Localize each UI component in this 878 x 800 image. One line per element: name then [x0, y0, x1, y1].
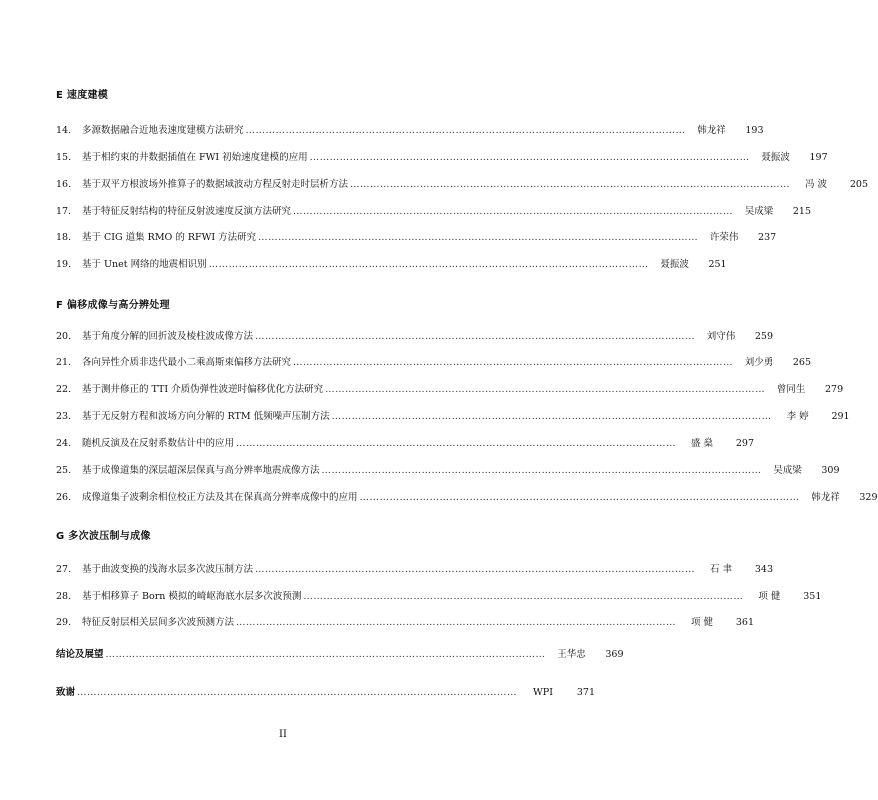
entry-number: 28. — [56, 591, 72, 602]
entry-page: 291 — [831, 411, 850, 422]
entry-title: 基于无反射方程和波场方向分解的 RTM 低频噪声压制方法 — [82, 411, 330, 422]
entry-page: 361 — [735, 617, 755, 628]
entry-number: 16. — [56, 179, 72, 190]
toc-entry — [56, 646, 624, 660]
entry-title: 成像道集子波剩余相位校正方法及其在保真高分辨率成像中的应用 — [82, 492, 358, 503]
entry-author: 聂振波 — [660, 259, 689, 270]
dot-leader: …………………………………………………………………………………………………………………… — [105, 649, 546, 660]
entry-author: 盛 燊 — [691, 438, 714, 449]
dot-leader: …………………………………………………………………………………………………………………… — [350, 179, 791, 190]
entry-page: 309 — [821, 465, 840, 476]
entry-author: 聂振波 — [761, 152, 790, 163]
dot-leader: …………………………………………………………………………………………………………………… — [77, 687, 518, 698]
entry-author: 项 健 — [758, 591, 781, 602]
entry-title: 多源数据融合近地表速度建模方法研究 — [82, 125, 244, 136]
entry-author: 石 聿 — [710, 564, 733, 575]
entry-page: 297 — [735, 438, 755, 449]
entry-number: 22. — [56, 384, 72, 395]
dot-leader: …………………………………………………………………………………………………………………… — [321, 465, 762, 476]
toc-entry — [56, 229, 777, 243]
entry-title: 基于相移算子 Born 模拟的崎岖海底水层多次波预测 — [82, 591, 302, 602]
section-heading: E 速度建模 — [56, 90, 109, 101]
entry-title: 基于角度分解的回折波及棱柱波成像方法 — [82, 331, 254, 342]
entry-number: 27. — [56, 564, 72, 575]
dot-leader: …………………………………………………………………………………………………………………… — [255, 331, 696, 342]
dot-leader: …………………………………………………………………………………………………………………… — [303, 591, 744, 602]
entry-author: 许荣伟 — [709, 232, 739, 243]
entry-title: 基于 CIG 道集 RMO 的 RFWI 方法研究 — [82, 232, 257, 243]
entry-author: 曾同生 — [776, 384, 806, 395]
entry-page: 259 — [754, 331, 774, 342]
dot-leader: …………………………………………………………………………………………………………………… — [236, 438, 677, 449]
entry-title: 致谢 — [56, 687, 76, 698]
toc-entry — [56, 149, 828, 163]
entry-number: 15. — [56, 152, 72, 163]
dot-leader: …………………………………………………………………………………………………………………… — [293, 206, 734, 217]
dot-leader: …………………………………………………………………………………………………………………… — [325, 384, 766, 395]
entry-page: 265 — [792, 357, 812, 368]
entry-page: 237 — [758, 232, 777, 243]
entry-author: 冯 波 — [805, 179, 828, 190]
entry-page: 329 — [859, 492, 878, 503]
entry-title: 基于双平方根波场外推算子的数据域波动方程反射走时层析方法 — [82, 179, 349, 190]
toc-entry — [56, 203, 812, 217]
entry-page: 371 — [576, 687, 596, 698]
entry-author: WPI — [533, 687, 553, 698]
entry-title: 基于特征反射结构的特征反射波速度反演方法研究 — [82, 206, 292, 217]
dot-leader: …………………………………………………………………………………………………………………… — [331, 411, 772, 422]
entry-number: 23. — [56, 411, 72, 422]
entry-number: 19. — [56, 259, 72, 270]
dot-leader: …………………………………………………………………………………………………………………… — [309, 152, 750, 163]
toc-entry — [56, 328, 774, 342]
toc-entry — [56, 684, 596, 698]
toc-entry — [56, 489, 878, 503]
entry-number: 21. — [56, 357, 72, 368]
section-heading: F 偏移成像与高分辨处理 — [56, 300, 170, 311]
toc-entry — [56, 122, 764, 136]
toc-entry — [56, 561, 774, 575]
entry-author: 吴成梁 — [744, 206, 774, 217]
toc-entry — [56, 408, 850, 422]
dot-leader: …………………………………………………………………………………………………………………… — [236, 617, 677, 628]
entry-page: 343 — [754, 564, 774, 575]
entry-page: 215 — [792, 206, 812, 217]
entry-page: 351 — [803, 591, 822, 602]
dot-leader: …………………………………………………………………………………………………………………… — [208, 259, 649, 270]
entry-author: 韩龙祥 — [697, 125, 726, 136]
dot-leader: …………………………………………………………………………………………………………………… — [255, 564, 696, 575]
entry-title: 结论及展望 — [56, 649, 104, 660]
toc-entry — [56, 462, 840, 476]
toc-entry — [56, 588, 822, 602]
toc-entry — [56, 354, 812, 368]
dot-leader: …………………………………………………………………………………………………………………… — [293, 357, 734, 368]
entry-author: 李 婷 — [786, 411, 809, 422]
entry-number: 18. — [56, 232, 72, 243]
entry-number: 14. — [56, 125, 72, 136]
entry-page: 205 — [849, 179, 869, 190]
toc-entry — [56, 435, 755, 449]
entry-title: 基于相约束的井数据插值在 FWI 初始速度建模的应用 — [82, 152, 308, 163]
entry-number: 25. — [56, 465, 72, 476]
entry-page: 193 — [745, 125, 764, 136]
entry-title: 各向异性介质非迭代最小二乘高斯束偏移方法研究 — [82, 357, 292, 368]
entry-author: 王华忠 — [557, 649, 586, 660]
entry-title: 基于测井修正的 TTI 介质伪弹性波逆时偏移优化方法研究 — [82, 384, 324, 395]
entry-author: 刘少勇 — [744, 357, 774, 368]
toc-entry — [56, 256, 727, 270]
entry-number: 29. — [56, 617, 72, 628]
entry-number: 17. — [56, 206, 72, 217]
entry-author: 吴成梁 — [773, 465, 802, 476]
page-number: II — [279, 729, 287, 740]
dot-leader: …………………………………………………………………………………………………………………… — [258, 232, 699, 243]
entry-page: 197 — [809, 152, 828, 163]
entry-title: 基于成像道集的深层超深层保真与高分辨率地震成像方法 — [82, 465, 320, 476]
entry-author: 项 健 — [691, 617, 714, 628]
entry-page: 279 — [825, 384, 844, 395]
entry-number: 26. — [56, 492, 72, 503]
entry-number: 24. — [56, 438, 72, 449]
toc-entry — [56, 381, 844, 395]
section-heading: G 多次波压制与成像 — [56, 531, 151, 542]
entry-page: 251 — [708, 259, 727, 270]
dot-leader: …………………………………………………………………………………………………………………… — [245, 125, 686, 136]
entry-author: 韩龙祥 — [811, 492, 840, 503]
entry-number: 20. — [56, 331, 72, 342]
entry-page: 369 — [605, 649, 624, 660]
entry-title: 基于 Unet 网络的地震相识别 — [82, 259, 207, 270]
toc-entry — [56, 176, 869, 190]
dot-leader: …………………………………………………………………………………………………………………… — [359, 492, 800, 503]
entry-title: 特征反射层相关层间多次波预测方法 — [82, 617, 235, 628]
entry-author: 刘守伟 — [706, 331, 736, 342]
toc-entry — [56, 614, 755, 628]
entry-title: 基于曲波变换的浅海水层多次波压制方法 — [82, 564, 254, 575]
entry-title: 随机反演及在反射系数估计中的应用 — [82, 438, 235, 449]
